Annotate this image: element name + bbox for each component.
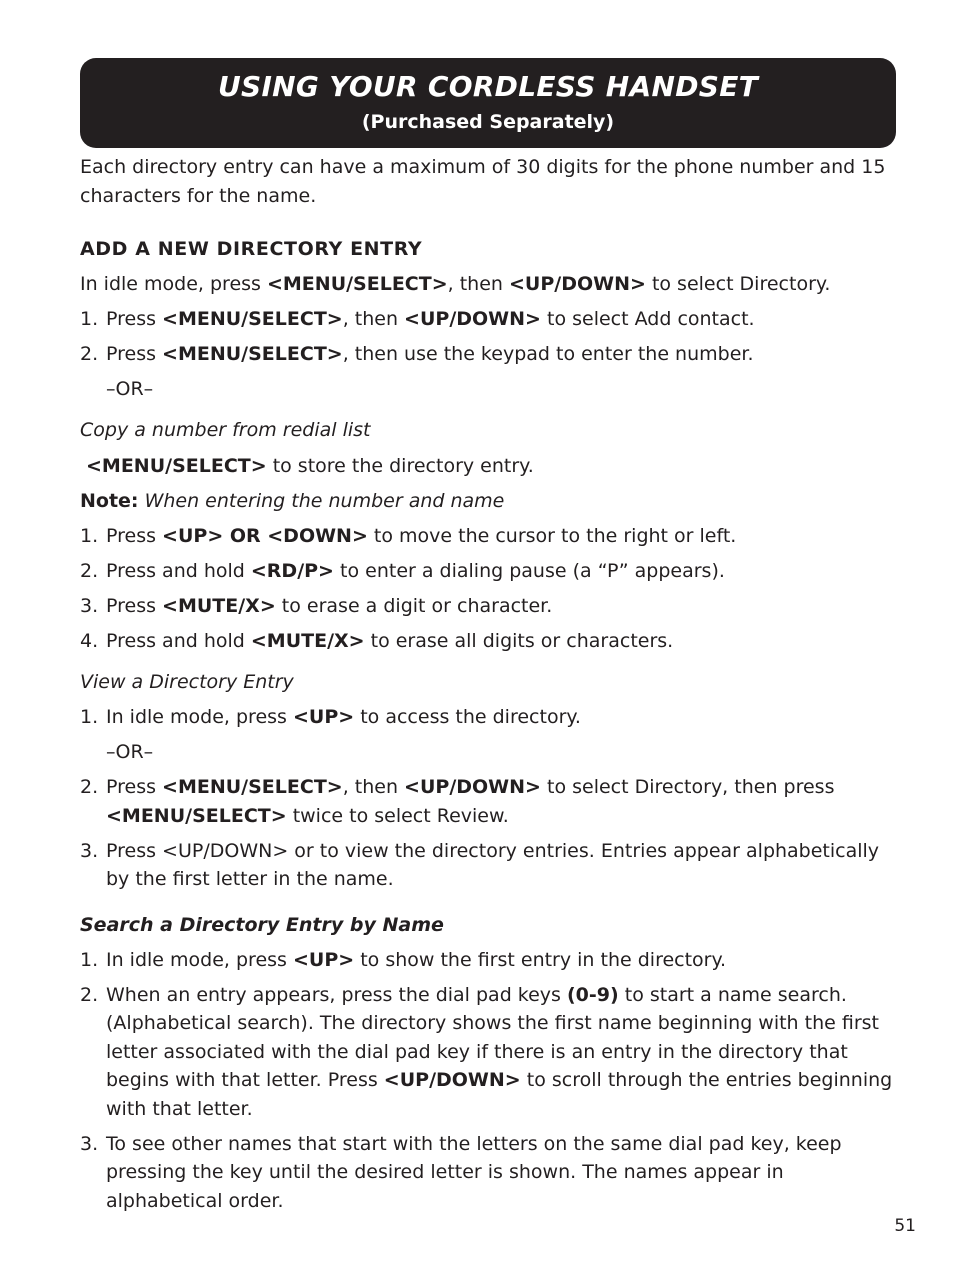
list-item: 2. When an entry appears, press the dial pad keys (0-9) to start a name search. (Alphabetical search). The directory shows the first name beginning with the first letter associated with the dial pad key if there is an entry in the directory that begins with that letter. Press <UP/DOWN> to scroll through the entries beginning with that letter. — [80, 983, 893, 1120]
intro-paragraph: Each directory entry can have a maximum of 30 digits for the phone number and 15 characters for the name. — [80, 156, 886, 207]
list-item: 1. Press <UP> OR <DOWN> to move the cursor to the right or left. — [80, 524, 737, 547]
add-entry-lead: In idle mode, press <MENU/SELECT>, then <UP/DOWN> to select Directory. — [80, 272, 831, 295]
search-entry-heading: Search a Directory Entry by Name — [80, 913, 444, 936]
list-item: 1. Press <MENU/SELECT>, then <UP/DOWN> to select Add contact. — [80, 307, 755, 330]
page-content — [80, 153, 898, 1215]
list-item: 2. Press and hold <RD/P> to enter a dialing pause (a “P” appears). — [80, 559, 725, 582]
header-banner — [80, 58, 896, 148]
list-item: 3. Press <UP/DOWN> or to view the directory entries. Entries appear alphabetically by the first letter in the name. — [80, 839, 880, 890]
page-number: 51 — [894, 1216, 916, 1236]
page-title: USING YOUR CORDLESS HANDSET — [217, 70, 759, 103]
list-item: 3. Press <MUTE/X> to erase a digit or character. — [80, 594, 553, 617]
list-item: 2. Press <MENU/SELECT>, then use the keypad to enter the number. — [80, 342, 754, 365]
view-entry-heading: View a Directory Entry — [80, 671, 294, 693]
list-item: 2. Press <MENU/SELECT>, then <UP/DOWN> to select Directory, then press <MENU/SELECT> twice to select Review. — [80, 776, 835, 827]
add-entry-heading: ADD A NEW DIRECTORY ENTRY — [80, 238, 423, 260]
or-separator: –OR– — [106, 377, 154, 400]
list-item: 4. Press and hold <MUTE/X> to erase all digits or characters. — [80, 629, 674, 652]
list-item: 3. To see other names that start with the letters on the same dial pad key, keep pressing the key until the desired letter is shown. The names appear in alphabetical order. — [80, 1132, 842, 1212]
store-instruction: <MENU/SELECT> to store the directory entry. — [86, 454, 534, 477]
note-line: Note: When entering the number and name — [80, 489, 505, 512]
copy-redial-heading: Copy a number from redial list — [80, 419, 371, 441]
list-item: 1. In idle mode, press <UP> to show the first entry in the directory. — [80, 948, 727, 971]
page-subtitle: (Purchased Separately) — [361, 111, 615, 133]
or-separator: –OR– — [106, 741, 154, 763]
list-item: 1. In idle mode, press <UP> to access the directory. — [80, 706, 581, 728]
